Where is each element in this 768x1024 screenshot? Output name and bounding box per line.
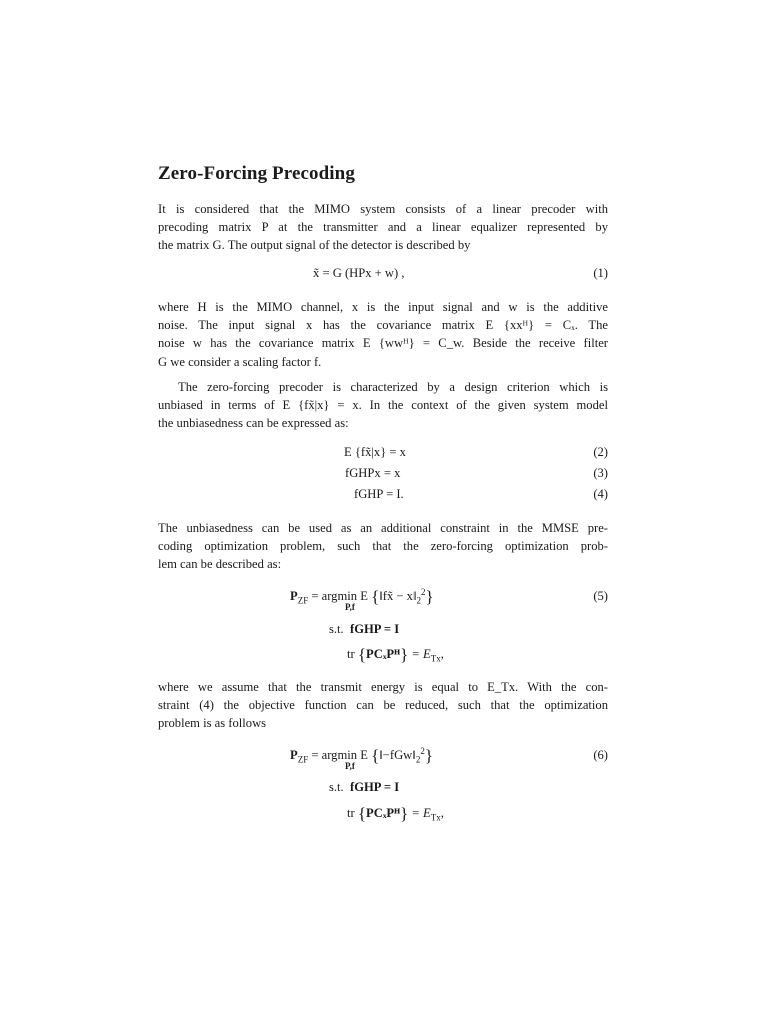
equation-number-2: (2) bbox=[593, 445, 608, 459]
paragraph-4 bbox=[158, 519, 608, 574]
eq6-st1: fGHP = I bbox=[350, 780, 400, 794]
paragraph-5 bbox=[158, 678, 608, 733]
paragraph-2 bbox=[158, 298, 608, 371]
paragraph-line: The zero-forcing precoder is characterized by a design criterion which is bbox=[178, 380, 608, 394]
equation-number-1: (1) bbox=[593, 266, 608, 280]
equation-6-objective: $P_{ZF} = argmin$ E $\{‖-fGw‖_2^2\}$ bbox=[290, 745, 433, 765]
eq5-st2-rhs: = E bbox=[411, 647, 431, 661]
eq6-argmin: = argmin E bbox=[311, 748, 368, 762]
eq5-tr: tr bbox=[347, 647, 355, 661]
eq5-objective: ‖fx̃ − x‖ bbox=[379, 589, 417, 603]
paragraph-line: problem is as follows bbox=[158, 716, 267, 731]
eq6-tr: tr bbox=[347, 806, 355, 820]
equation-5-objective: $P_{ZF} = argmin$ E {‖fx̃ − $x‖_2^2$} bbox=[290, 586, 434, 606]
eq5-lhs: P bbox=[290, 589, 298, 603]
eq5-st1: fGHP = I bbox=[350, 622, 400, 636]
equation-3: fGHPx = x bbox=[345, 466, 401, 480]
eq5-st2-rhs-sub: Tx bbox=[430, 653, 441, 664]
paragraph-line: It is considered that the MIMO system consists of a linear precoder with bbox=[158, 202, 608, 216]
section-title: Zero-Forcing Precoding bbox=[158, 163, 355, 184]
equation-5-constraint-2: tr {PCₓPᴴ} = $E_{Tx}$, bbox=[347, 645, 444, 664]
eq6-norm-sub: 2 bbox=[415, 754, 421, 765]
eq6-lhs: P bbox=[290, 748, 298, 762]
eq6-lhs-sub: ZF bbox=[297, 754, 309, 765]
paragraph-line: where we assume that the transmit energy is equal to E_Tx. With the con- bbox=[158, 680, 608, 694]
paragraph-line: unbiased in terms of E {fx̃|x} = x. In the context of the given system model bbox=[158, 398, 608, 413]
paragraph-line: straint (4) the objective function can be reduced, such that the optimization bbox=[158, 698, 608, 713]
equation-6-constraint-1 bbox=[329, 780, 399, 795]
eq5-st2-body: PCₓPᴴ bbox=[366, 647, 401, 661]
paragraph-line: lem can be described as: bbox=[158, 557, 282, 572]
paragraph-line: noise w has the covariance matrix E {wwᴴ} = C_w. Beside the receive filter bbox=[158, 336, 608, 351]
eq6-st2-body: PCₓPᴴ bbox=[366, 806, 401, 820]
equation-4: fGHP = I. bbox=[354, 487, 404, 501]
paragraph-1 bbox=[158, 200, 608, 255]
equation-number-6: (6) bbox=[593, 748, 608, 762]
paragraph-line: precoding matrix P at the transmitter and a linear equalizer represented by bbox=[158, 220, 608, 235]
paragraph-line: where H is the MIMO channel, x is the input signal and w is the additive bbox=[158, 300, 608, 314]
paragraph-line: noise. The input signal x has the covariance matrix E {xxᴴ} = Cₓ. The bbox=[158, 318, 608, 333]
paragraph-line: The unbiasedness can be used as an additional constraint in the MMSE pre- bbox=[158, 521, 608, 535]
eq5-norm-sup: 2 bbox=[421, 586, 426, 597]
equation-5-constraint-1 bbox=[329, 622, 399, 637]
paragraph-3 bbox=[158, 378, 608, 433]
paragraph-line: the unbiasedness can be expressed as: bbox=[158, 416, 349, 431]
equation-2: E {fx̃|x} = x bbox=[344, 445, 406, 459]
equation-1: x̃ = G (HPx + w) , bbox=[313, 266, 405, 280]
equation-6-constraint-2: tr {PCₓPᴴ} = $E_{Tx}$, bbox=[347, 804, 444, 823]
equation-number-5: (5) bbox=[593, 589, 608, 603]
eq5-norm-sub: 2 bbox=[416, 595, 422, 606]
equation-number-4: (4) bbox=[593, 487, 608, 501]
equation-number-3: (3) bbox=[593, 466, 608, 480]
eq6-st-label: s.t. bbox=[329, 780, 344, 794]
paragraph-line: coding optimization problem, such that the zero-forcing optimization prob- bbox=[158, 539, 608, 554]
eq6-st2-rhs-sub: Tx bbox=[430, 812, 441, 823]
eq5-argmin-under: P,f bbox=[345, 602, 355, 612]
eq5-st-label: s.t. bbox=[329, 622, 344, 636]
paragraph-line: the matrix G. The output signal of the detector is described by bbox=[158, 238, 471, 253]
eq5-lhs-sub: ZF bbox=[297, 595, 309, 606]
eq6-norm-sup: 2 bbox=[420, 745, 425, 756]
eq6-objective: ‖−fGw‖ bbox=[379, 748, 416, 762]
paragraph-line: G we consider a scaling factor f. bbox=[158, 354, 322, 369]
eq5-argmin: = argmin E bbox=[311, 589, 368, 603]
eq6-st2-rhs: = E bbox=[411, 806, 431, 820]
eq6-argmin-under: P,f bbox=[345, 761, 355, 771]
